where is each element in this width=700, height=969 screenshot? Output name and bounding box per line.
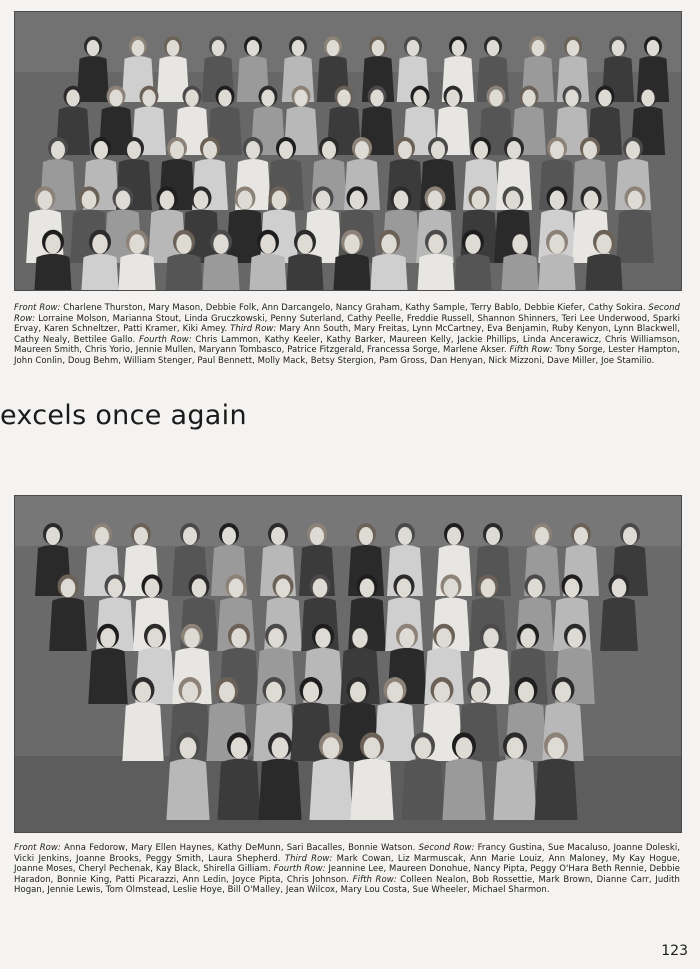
- caption-row-names: Colleen Nealon, Bob Rossettie, Mark Brown, Dianne Carr, Judith Hogan, Jennie Lewis, Tom Olmstead, Leslie Hoye, Bill O'Malley, Jean Wilcox, Mary Lou Costa, Sue Wheeler, Michael Sharmon.: [14, 874, 680, 896]
- caption-row-label: Fifth Row:: [352, 874, 397, 885]
- caption-row-label: Fourth Row:: [138, 334, 192, 345]
- caption-row-names: Anna Fedorow, Mary Ellen Haynes, Kathy DeMunn, Sari Bacalles, Bonnie Watson.: [63, 843, 416, 853]
- caption-row-label: Third Row:: [284, 853, 333, 864]
- group-photo-bottom: [14, 495, 682, 833]
- group-photo-top-image: [15, 12, 681, 290]
- caption-row-names: Chris Lammon, Kathy Keeler, Kathy Barker, Maureen Kelly, Jackie Phillips, Linda Ancerawicz, Chris Williamson, Maureen Smith, Chris Yorio, Jennie Mullen, Maryann Tombasco, Patrice Fitzgerald, Francessa Sorge, Marlene Akser.: [14, 334, 680, 356]
- caption-row-label: Second Row:: [418, 843, 475, 853]
- caption-row-label: Front Row:: [14, 843, 61, 853]
- headline: excels once again: [0, 400, 247, 431]
- group-photo-top: [14, 11, 682, 291]
- caption-row-names: Lorraine Molson, Marianna Stout, Linda Gruczkowski, Penny Suterland, Cathy Peelle, Freddie Russell, Shannon Shinners, Teri Lee Underwood, Sparki Ervay, Karen Schneltzer, Patti Kramer, Kiki Amey.: [14, 313, 680, 335]
- caption-bottom: [14, 843, 680, 896]
- caption-row-label: Second Row:: [14, 303, 680, 324]
- group-photo-bottom-image: [15, 496, 681, 832]
- caption-row-names: Francy Gustina, Sue Macaluso, Joanne Doleski, Vicki Jenkins, Joanne Brooks, Peggy Smith, Laura Shepherd.: [14, 843, 680, 864]
- caption-top: [14, 303, 680, 367]
- caption-row-names: Tony Sorge, Lester Hampton, John Conlin, Doug Behm, William Stenger, Paul Bennett, Molly Mack, Betsy Stergion, Pam Gross, Dan Henyan, Nick Mizzoni, Dave Miller, Joe Stamilio.: [14, 345, 680, 366]
- caption-row-label: Fourth Row:: [273, 864, 326, 875]
- caption-row-names: Mary Ann South, Mary Freitas, Lynn McCartney, Eva Benjamin, Ruby Kenyon, Lynn Blackwell, Cathy Nealy, Bettilee Gallo.: [14, 324, 680, 345]
- caption-row-names: Charlene Thurston, Mary Mason, Debbie Folk, Ann Darcangelo, Nancy Graham, Kathy Sample, Terry Bablo, Debbie Kiefer, Cathy Sokira.: [63, 303, 646, 313]
- caption-row-names: Jeannine Lee, Maureen Donohue, Nancy Pipta, Peggy O'Hara Beth Rennie, Debbie Haradon, Bonnie King, Patti Picarazzi, Ann Ledin, Joyce Pipta, Chris Johnson.: [14, 864, 680, 885]
- page-number: 123: [661, 943, 688, 959]
- caption-row-label: Fifth Row:: [509, 345, 553, 356]
- caption-row-names: Mark Cowan, Liz Marmuscak, Ann Marie Louiz, Ann Maloney, My Kay Hogue, Joanne Moses, Cheryl Pechenak, Kay Black, Shirella Gilliam.: [14, 853, 680, 875]
- caption-row-label: Third Row:: [230, 324, 277, 335]
- caption-row-label: Front Row:: [14, 303, 61, 313]
